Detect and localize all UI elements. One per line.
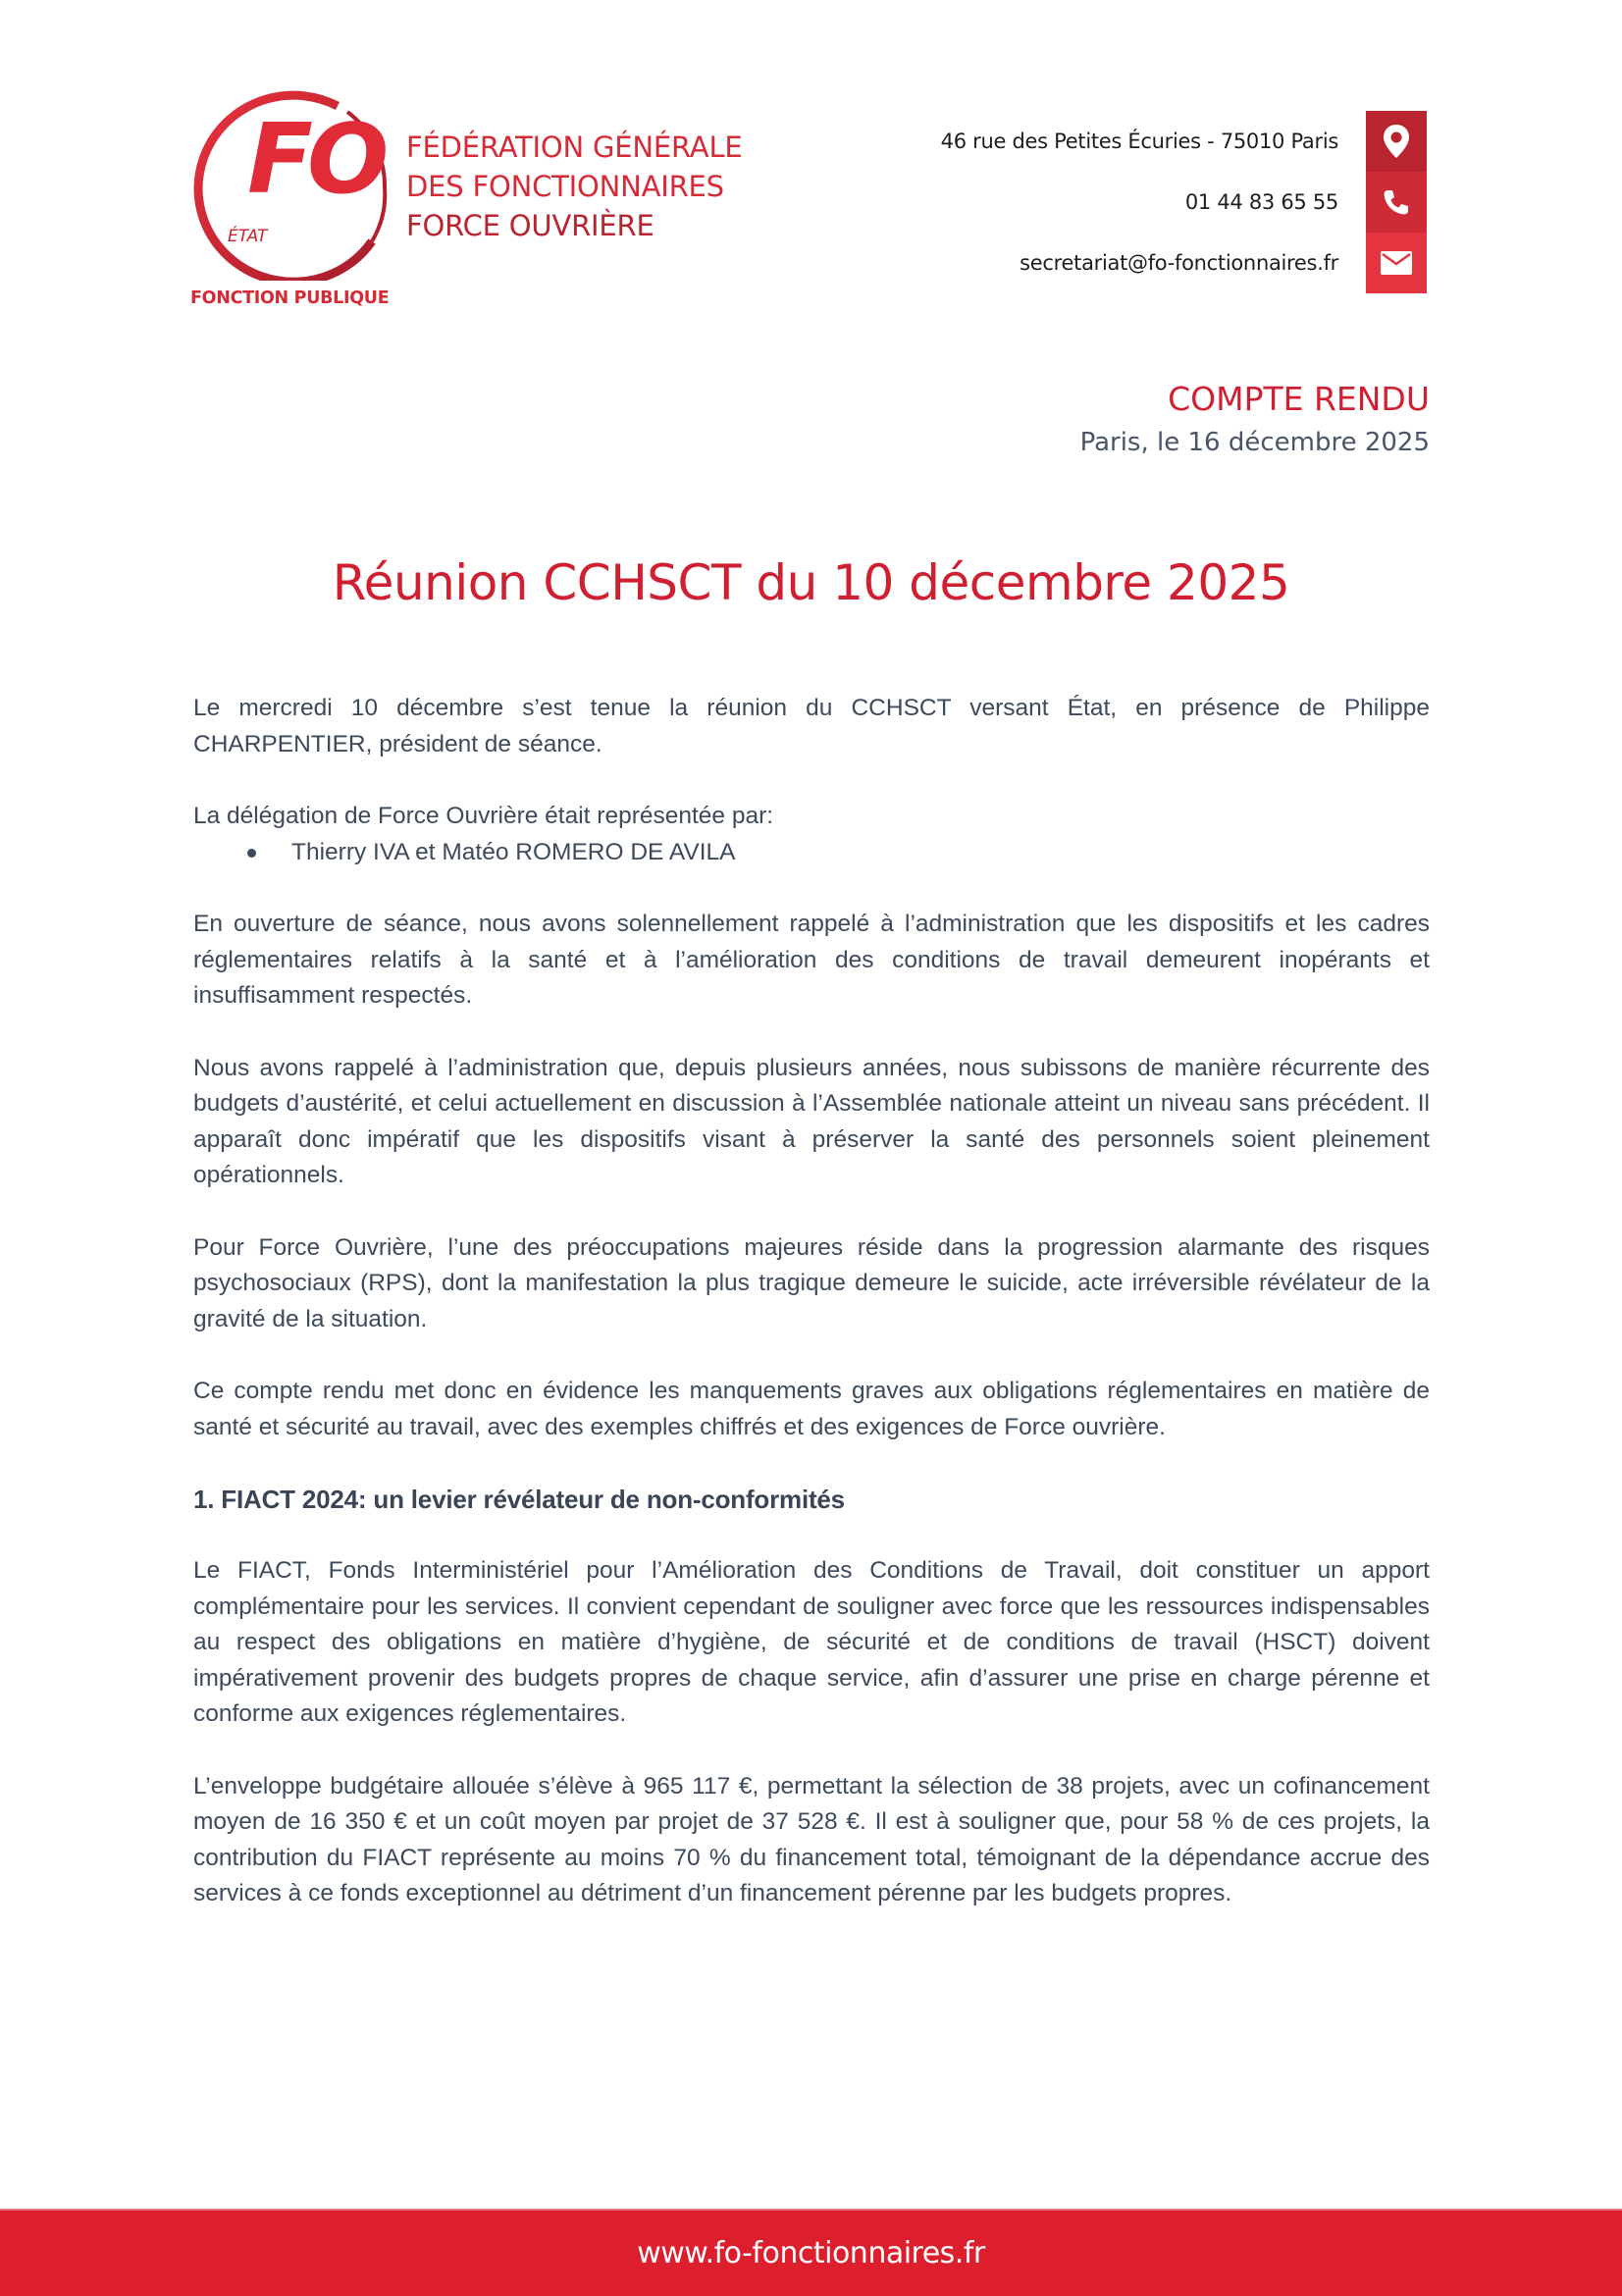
phone-icon [1366, 172, 1427, 233]
email-text[interactable]: secretariat@fo-fonctionnaires.fr [1020, 251, 1338, 275]
intro-paragraph: Le mercredi 10 décembre s’est tenue la réunion du CCHSCT versant État, en présence de Philippe CHARPENTIER, président de séance. [193, 695, 1430, 757]
org-name-line-1: FÉDÉRATION GÉNÉRALE [406, 130, 743, 164]
org-name-line-3: FORCE OUVRIÈRE [406, 209, 654, 242]
document-date: Paris, le 16 décembre 2025 [1079, 428, 1430, 457]
address-text: 46 rue des Petites Écuries - 75010 Paris [940, 130, 1338, 153]
org-name-line-2: DES FONCTIONNAIRES [406, 170, 724, 203]
contact-email [838, 233, 1427, 293]
map-pin-icon [1366, 111, 1427, 172]
logo-caption: FONCTION PUBLIQUE [190, 288, 390, 308]
contact-address [838, 111, 1427, 172]
svg-text:FO: FO [247, 104, 384, 216]
contact-phone [838, 172, 1427, 233]
footer-bar [0, 2209, 1622, 2296]
delegation-list [193, 835, 1430, 871]
svg-text:ÉTAT: ÉTAT [228, 227, 268, 246]
paragraph-opening: En ouverture de séance, nous avons solennellement rappelé à l’administration que les dispositifs et les cadres réglementaires relatifs à la santé et à l’amélioration des conditions de travail demeurent inopérants et insuffisamment respectés. [193, 911, 1430, 1009]
paragraph-fiact-budget: L’enveloppe budgétaire allouée s’élève à 965 117 €, permettant la sélection de 38 projets, avec un cofinancement moyen de 16 350 € et un coût moyen par projet de 37 528 €. Il est à souligner que, pour 58 % de ces projets, la contribution du FIACT représente au moins 70 % du financement total, témoignant de la dépendance accrue des services à ce fonds exceptionnel au détriment d’un financement pérenne par les budgets propres. [193, 1772, 1430, 1906]
document-body [193, 691, 1430, 1949]
document-type: COMPTE RENDU [1168, 380, 1430, 418]
delegation-member: Thierry IVA et Matéo ROMERO DE AVILA [291, 838, 736, 865]
fo-logo-icon [190, 84, 392, 281]
contact-block [838, 111, 1427, 293]
paragraph-austerity: Nous avons rappelé à l’administration que, depuis plusieurs années, nous subissons de manière récurrente des budgets d’austérité, et celui actuellement en discussion à l’Assemblée nationale atteint un niveau sans précédent. Il apparaît donc impératif que les dispositifs visant à préserver la santé des personnels soient pleinement opérationnels. [193, 1054, 1430, 1188]
fo-logo [190, 84, 392, 281]
website-link[interactable]: www.fo-fonctionnaires.fr [637, 2236, 985, 2270]
phone-text: 01 44 83 65 55 [1184, 190, 1338, 214]
list-item [193, 835, 1430, 871]
envelope-icon [1366, 233, 1427, 293]
page-title: Réunion CCHSCT du 10 décembre 2025 [332, 554, 1290, 611]
delegation-label: La délégation de Force Ouvrière était représentée par: [193, 803, 774, 829]
paragraph-rps: Pour Force Ouvrière, l’une des préoccupations majeures réside dans la progression alarmante des risques psychosociaux (RPS), dont la manifestation la plus tragique demeure le suicide, acte irréversible révélateur de la gravité de la situation. [193, 1233, 1430, 1332]
paragraph-fiact-definition: Le FIACT, Fonds Interministériel pour l’Amélioration des Conditions de Travail, doit constituer un apport complémentaire pour les services. Il convient cependant de souligner avec force que les ressources indispensables au respect des obligations en matière d’hygiène, de sécurité et de conditions de travail (HSCT) doivent impérativement provenir des budgets propres de chaque service, afin d’assurer une prise en charge pérenne et conforme aux exigences réglementaires. [193, 1557, 1430, 1727]
bullet-icon [247, 849, 256, 858]
section-heading-fiact: 1. FIACT 2024: un levier révélateur de non-conformités [193, 1485, 845, 1514]
organization-name [406, 128, 743, 245]
paragraph-summary: Ce compte rendu met donc en évidence les manquements graves aux obligations réglementaires en matière de santé et sécurité au travail, avec des exemples chiffrés et des exigences de Force ouvrière. [193, 1378, 1430, 1440]
